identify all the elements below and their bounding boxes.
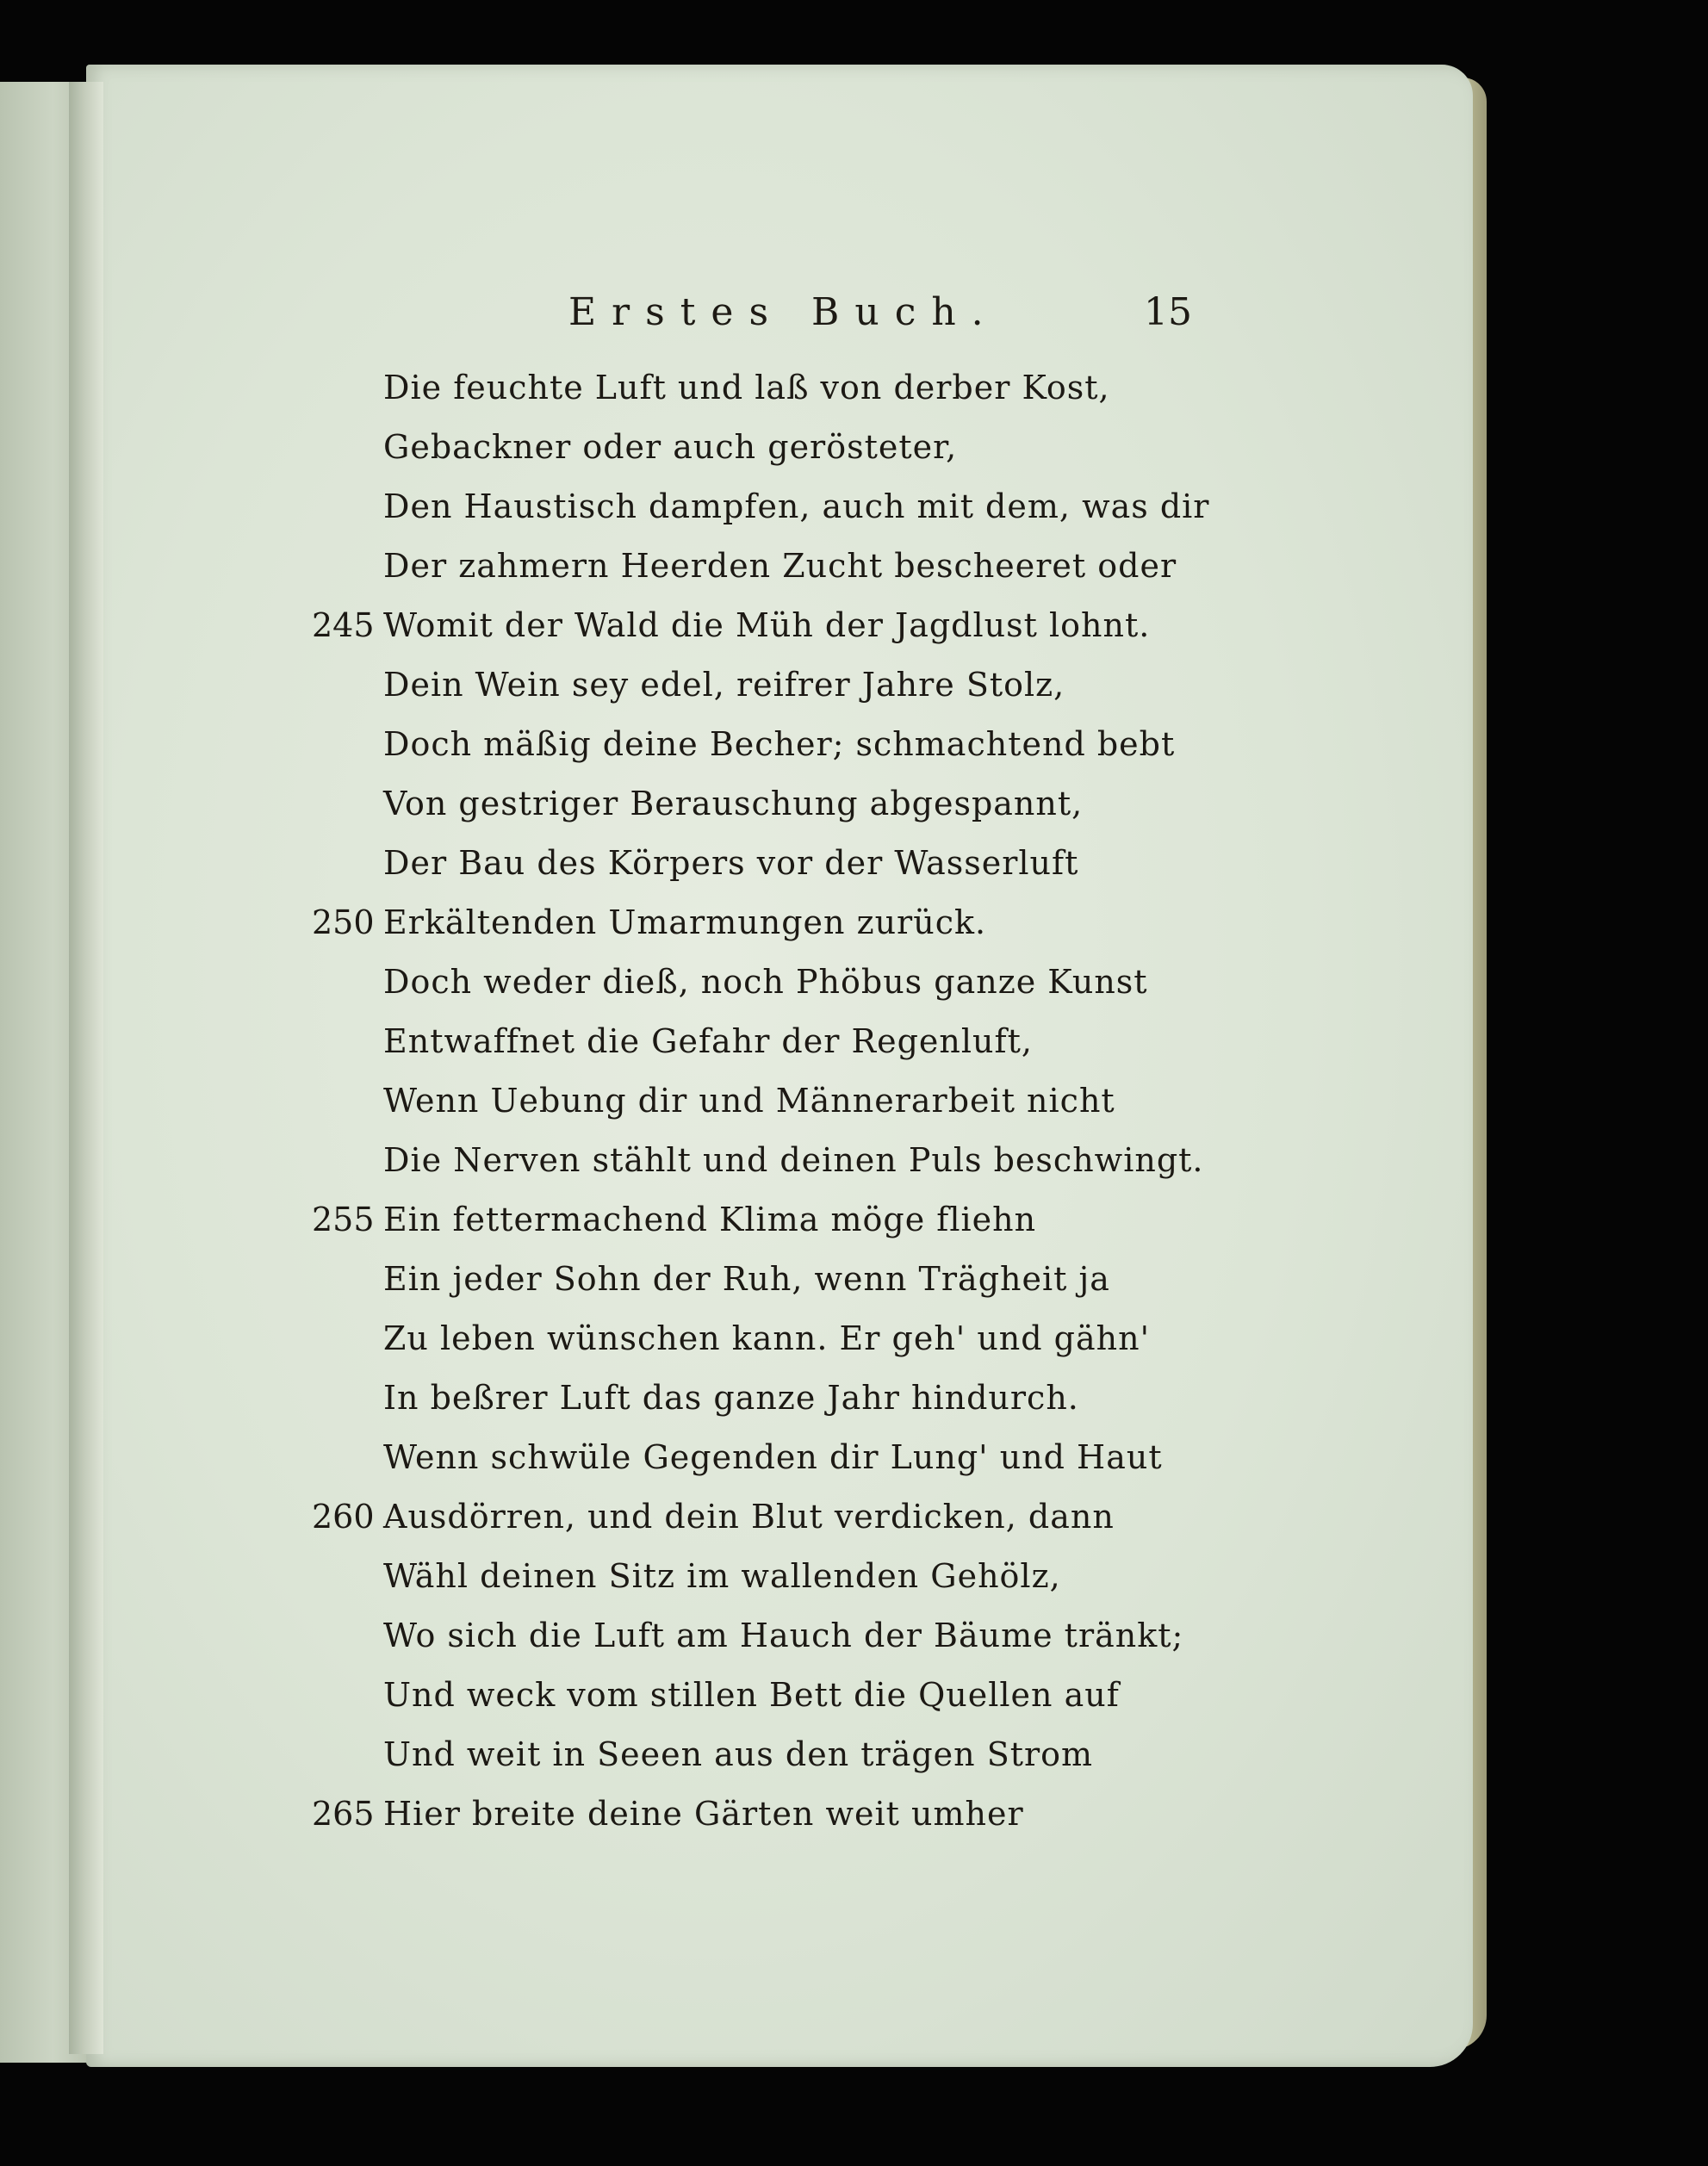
line-text: Der zahmern Heerden Zucht bescheeret oder (383, 547, 1177, 585)
poem-line (86, 1075, 1473, 1134)
poem-line (86, 362, 1473, 421)
poem-line (86, 1610, 1473, 1669)
poem-line (86, 1015, 1473, 1075)
line-number: 250 (312, 903, 375, 941)
poem-line (86, 837, 1473, 897)
poem-line (86, 421, 1473, 481)
line-text: Von gestriger Berauschung abgespannt, (383, 785, 1084, 822)
line-text: Entwaffnet die Gefahr der Regenluft, (383, 1022, 1033, 1060)
book-gutter (69, 82, 103, 2054)
line-text: Ausdörren, und dein Blut verdicken, dann (383, 1498, 1115, 1536)
line-text: Und weit in Seeen aus den trägen Strom (383, 1735, 1094, 1773)
poem-line (86, 1669, 1473, 1728)
poem-line (86, 540, 1473, 599)
poem-line (86, 481, 1473, 540)
line-text: In beßrer Luft das ganze Jahr hindurch. (383, 1379, 1079, 1417)
line-text: Womit der Wald die Müh der Jagdlust lohnt. (383, 606, 1151, 644)
line-text: Dein Wein sey edel, reifrer Jahre Stolz, (383, 666, 1065, 704)
line-text: Ein fettermachend Klima möge fliehn (383, 1201, 1037, 1238)
line-text: Ein jeder Sohn der Ruh, wenn Trägheit ja (383, 1260, 1110, 1298)
line-number: 265 (312, 1795, 375, 1833)
line-number: 245 (312, 606, 375, 644)
line-number: 255 (312, 1201, 375, 1238)
line-text: Wo sich die Luft am Hauch der Bäume tränkt; (383, 1617, 1184, 1654)
line-text: Erkältenden Umarmungen zurück. (383, 903, 987, 941)
line-text: Hier breite deine Gärten weit umher (383, 1795, 1024, 1833)
poem-line (86, 1728, 1473, 1788)
line-text: Den Haustisch dampfen, auch mit dem, was dir (383, 487, 1210, 525)
poem-line (86, 956, 1473, 1015)
poem-line (86, 1134, 1473, 1194)
running-head: Erstes Buch. (568, 290, 999, 334)
poem-line (86, 1550, 1473, 1610)
line-text: Gebackner oder auch gerösteter, (383, 428, 958, 466)
line-text: Wenn Uebung dir und Männerarbeit nicht (383, 1082, 1115, 1120)
line-text: Doch weder dieß, noch Phöbus ganze Kunst (383, 963, 1148, 1001)
poem-line (86, 1491, 1473, 1550)
line-number: 260 (312, 1498, 375, 1536)
poem-line (86, 897, 1473, 956)
poem-line (86, 1788, 1473, 1847)
line-text: Der Bau des Körpers vor der Wasserluft (383, 844, 1079, 882)
page-header (86, 290, 1473, 342)
poem-line (86, 718, 1473, 778)
poem-line (86, 778, 1473, 837)
poem-line (86, 1194, 1473, 1253)
poem-line (86, 1431, 1473, 1491)
poem-line (86, 599, 1473, 659)
book-page (86, 65, 1473, 2067)
line-text: Die Nerven stählt und deinen Puls beschwingt. (383, 1141, 1204, 1179)
line-text: Und weck vom stillen Bett die Quellen auf (383, 1676, 1120, 1714)
page-number: 15 (1144, 290, 1192, 334)
poem-line (86, 1253, 1473, 1313)
line-text: Zu leben wünschen kann. Er geh' und gähn' (383, 1319, 1151, 1357)
poem-line (86, 659, 1473, 718)
line-text: Wähl deinen Sitz im wallenden Gehölz, (383, 1557, 1061, 1595)
line-text: Doch mäßig deine Becher; schmachtend bebt (383, 725, 1176, 763)
poem-line (86, 1313, 1473, 1372)
poem-text (86, 362, 1473, 1847)
line-text: Wenn schwüle Gegenden dir Lung' und Haut (383, 1438, 1163, 1476)
line-text: Die feuchte Luft und laß von derber Kost, (383, 369, 1110, 407)
poem-line (86, 1372, 1473, 1431)
